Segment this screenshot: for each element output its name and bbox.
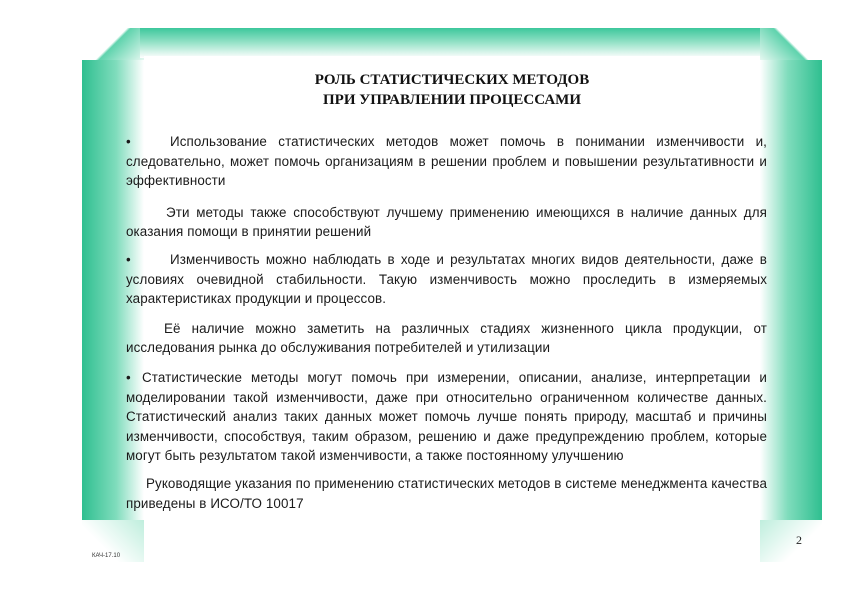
bullet-paragraph-3: [126, 250, 767, 309]
frame-right-band: [760, 60, 822, 560]
title-line-2: ПРИ УПРАВЛЕНИИ ПРОЦЕССАМИ: [322, 92, 582, 108]
bullet-icon: •: [126, 369, 131, 385]
frame-top-band: [140, 28, 760, 58]
slide-title: [144, 70, 760, 110]
footer-code: КАЧ-17.10: [92, 553, 121, 559]
bullet-icon: •: [126, 251, 131, 267]
slide-body: [126, 132, 767, 513]
paragraph-text: Изменчивость можно наблюдать в ходе и результатах многих видов деятельности, даже в условиях очевидной стабильности. Такую изменчивость можно проследить в измеряемых характеристиках продукции и процессов.: [126, 251, 767, 307]
frame-corner-bottom-right: [760, 520, 822, 562]
paragraph-2: Эти методы также способствуют лучшему применению имеющихся в наличие данных для оказания помощи в принятии решений: [126, 204, 767, 240]
paragraph-6: Руководящие указания по применению статистических методов в системе менеджмента качества приведены в ИСО/ТО 10017: [126, 475, 767, 511]
bullet-icon: •: [126, 134, 131, 149]
paragraph-text: Статистические методы могут помочь при измерении, описании, анализе, интерпретации и моделировании такой изменчивости, даже при относительно ограниченном количестве данных. Статистический анализ таких данных может помочь лучше понять природу, масштаб и причины изменчивости, способствуя, таким образом, решению и даже предупреждению проблем, которые могут быть результатом такой изменчивости, а также постоянному улучшению: [126, 369, 767, 464]
frame-corner-top-right: [760, 28, 822, 60]
bullet-paragraph-5: [126, 368, 767, 466]
paragraph-4: Её наличие можно заметить на различных стадиях жизненного цикла продукции, от исследования рынка до обслуживания потребителей и утилизации: [126, 320, 767, 356]
bullet-paragraph-1: [126, 132, 767, 191]
page-number: 2: [796, 533, 802, 547]
paragraph-text: Использование статистических методов может помочь в понимании изменчивости и, следовательно, может помочь организациям в решении проблем и повышении результативности и эффективности: [126, 134, 767, 189]
frame-corner-top-left: [82, 28, 144, 60]
title-line-1: РОЛЬ СТАТИСТИЧЕСКИХ МЕТОДОВ: [314, 72, 590, 88]
